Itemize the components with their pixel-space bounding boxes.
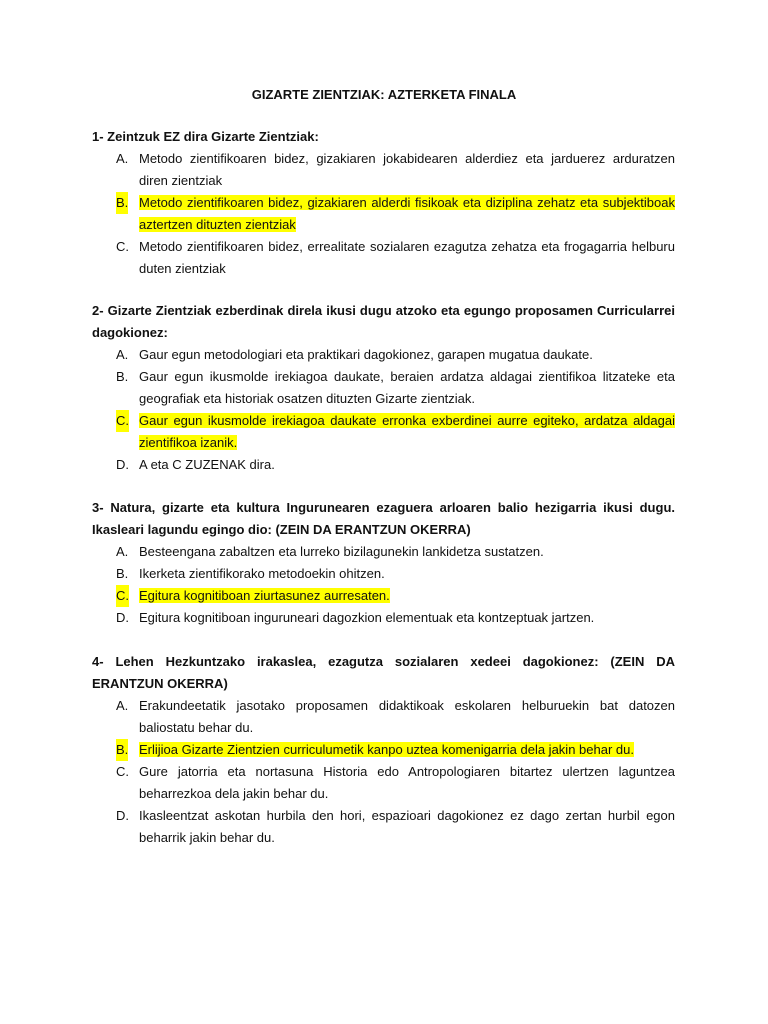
option-c-highlighted [92,585,675,607]
option-text: Gure jatorria eta nortasuna Historia edo Antropologiaren bitartez ulertzen laguntzea beharrezkoa dela jakin behar du. [139,764,675,801]
question-2 [92,300,675,476]
question-prompt: 3- Natura, gizarte eta kultura Ingurunearen ezaguera arloaren balio hezigarria ikusi dugu. Ikasleari lagundu egingo dio: (ZEIN DA ERANTZUN OKERRA) [92,500,675,537]
option-b-highlighted [92,192,675,236]
option-c [92,236,675,280]
question-4 [92,651,675,849]
option-text: Ikerketa zientifikorako metodoekin ohitzen. [139,566,385,581]
option-list [92,695,675,849]
option-letter: A. [116,347,129,362]
option-a [92,148,675,192]
option-letter: B. [116,739,128,761]
option-a [92,344,675,366]
option-text: Ikasleentzat askotan hurbila den hori, espazioari dagokionez ez dago zertan hurbil egon beharrik jakin behar du. [139,808,675,845]
option-text: Erakundeetatik jasotako proposamen didaktikoak eskolaren helburuekin bat datozen baliostatu behar du. [139,698,675,735]
option-letter: C. [116,239,129,254]
option-text: Metodo zientifikoaren bidez, errealitate sozialaren ezagutza zehatza eta frogagarria helburu duten zientziak [139,239,675,276]
option-d [92,805,675,849]
option-b-highlighted [92,739,675,761]
option-letter: A. [116,698,129,713]
option-d [92,454,675,476]
option-letter: C. [116,410,129,432]
option-text: Besteengana zabaltzen eta lurreko bizilagunekin lankidetza sustatzen. [139,544,544,559]
option-text: Egitura kognitiboan ziurtasunez aurresaten. [139,588,390,603]
option-text: Gaur egun metodologiari eta praktikari dagokionez, garapen mugatua daukate. [139,347,593,362]
option-letter: D. [116,457,129,472]
option-list [92,541,675,629]
option-b [92,366,675,410]
option-letter: B. [116,192,128,214]
option-c-highlighted [92,410,675,454]
option-letter: D. [116,610,129,625]
option-list [92,148,675,280]
option-letter: C. [116,764,129,779]
option-text: Metodo zientifikoaren bidez, gizakiaren jokabidearen alderdiez eta jarduerez arduratzen diren zientziak [139,151,675,188]
option-text: A eta C ZUZENAK dira. [139,457,275,472]
option-letter: B. [116,566,129,581]
option-letter: A. [116,544,129,559]
option-d [92,607,675,629]
question-3 [92,497,675,629]
option-b [92,563,675,585]
option-letter: B. [116,369,129,384]
option-c [92,761,675,805]
option-text: Metodo zientifikoaren bidez, gizakiaren alderdi fisikoak eta diziplina zehatz eta subjektiboak aztertzen dituzten zientziak [139,195,675,232]
option-text: Gaur egun ikusmolde irekiagoa daukate, beraien ardatza aldagai zientifikoa litzateke eta geografiak eta historiak osatzen dituzten Gizarte zientziak. [139,369,675,406]
option-a [92,695,675,739]
option-letter: D. [116,808,129,823]
question-prompt: 2- Gizarte Zientziak ezberdinak direla ikusi dugu atzoko eta egungo proposamen Curricularrei dagokionez: [92,303,675,340]
option-letter: A. [116,151,129,166]
page-title: GIZARTE ZIENTZIAK: AZTERKETA FINALA [251,87,517,102]
option-text: Gaur egun ikusmolde irekiagoa daukate erronka exberdinei aurre egiteko, ardatza aldagai zientifikoa izanik. [139,413,675,450]
question-prompt: 4- Lehen Hezkuntzako irakaslea, ezagutza sozialaren xedeei dagokionez: (ZEIN DA ERANTZUN OKERRA) [92,654,675,691]
option-text: Erlijioa Gizarte Zientzien curriculumetik kanpo uztea komenigarria dela jakin behar du. [139,742,634,757]
option-text: Egitura kognitiboan inguruneari dagozkion elementuak eta kontzeptuak jartzen. [139,610,595,625]
option-list [92,344,675,476]
option-a [92,541,675,563]
question-prompt: 1- Zeintzuk EZ dira Gizarte Zientziak: [92,129,319,144]
option-letter: C. [116,585,129,607]
question-1 [92,126,675,280]
